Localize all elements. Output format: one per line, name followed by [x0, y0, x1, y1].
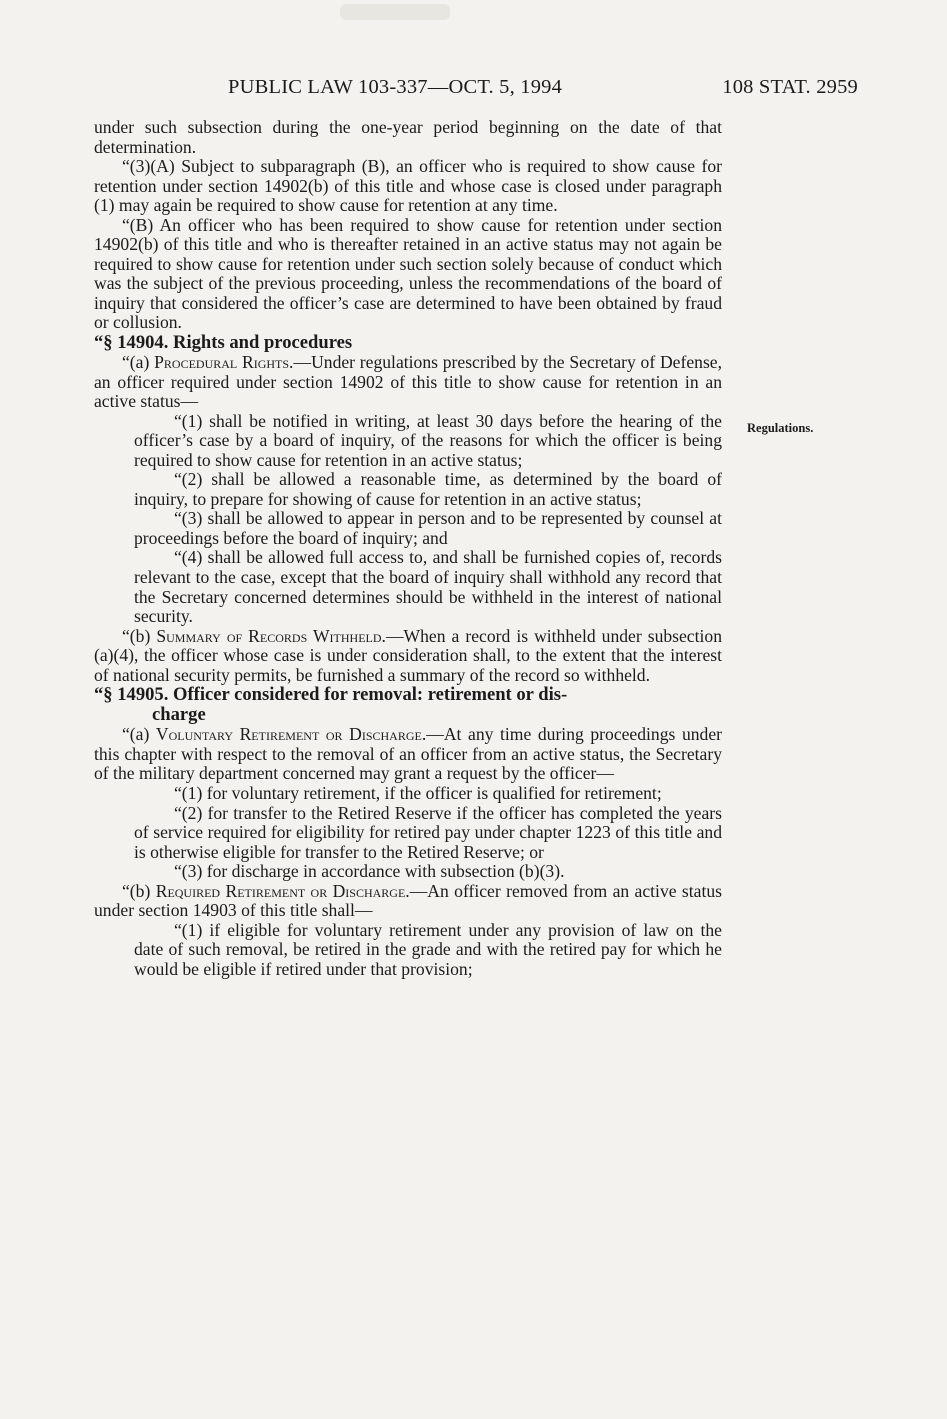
clause-a2: “(2) shall be allowed a reasonable time, as determined by the board of inquiry, to prepare for showing of cause for retention in an active status; — [134, 469, 722, 509]
subsection-caption: Summary of Records Withheld. — [156, 625, 386, 646]
section-14904-heading: “§ 14904. Rights and procedures — [94, 332, 353, 354]
subsection-b-summary-records — [94, 627, 722, 686]
subsection-caption: Procedural Rights. — [154, 352, 294, 373]
section-14905-heading: “§ 14905. Officer considered for removal: retirement or dis- — [94, 684, 568, 706]
subsection-a-procedural-rights — [94, 353, 722, 412]
clause-a1: “(1) shall be notified in writing, at least 30 days before the hearing of the officer’s case by a board of inquiry, of the reasons for which the officer is being required to show cause for retention in an active status; — [134, 410, 722, 470]
subsection-lead: “(b) — [122, 625, 157, 646]
public-law-citation: PUBLIC LAW 103-337—OCT. 5, 1994 — [228, 76, 563, 98]
subsection-lead: “(a) — [122, 724, 156, 745]
scan-smudge — [340, 4, 450, 20]
clause-c1: “(1) for voluntary retirement, if the officer is qualified for retirement; — [174, 782, 662, 803]
subsection-text: —An officer removed from an active status under section 14903 of this title shall— — [94, 880, 722, 921]
clause-a3: “(3) shall be allowed to appear in person and to be represented by counsel at proceedings before the board of inquiry; and — [134, 508, 722, 548]
clause-c3: “(3) for discharge in accordance with subsection (b)(3). — [174, 861, 565, 882]
subsection-text: —At any time during proceedings under this chapter with respect to the removal of an officer from an active status, the Secretary of the military department concerned may grant a request by the officer— — [94, 724, 723, 784]
subsection-text: —When a record is withheld under subsection (a)(4), the officer whose case is under consideration shall, to the extent that the interest of national security permits, be furnished a summary of the record so withheld. — [94, 625, 722, 685]
clause-a4: “(4) shall be allowed full access to, and shall be furnished copies of, records relevant to the case, except that the board of inquiry shall withhold any record that the Secretary concerned determines should be withheld in the interest of national security. — [134, 547, 722, 627]
statute-body — [94, 118, 722, 979]
paragraph-continuation: under such subsection during the one-year period beginning on the date of that determination. — [94, 117, 722, 157]
subsection-lead: “(a) — [122, 352, 155, 373]
subsection-a-voluntary-retirement — [94, 725, 722, 784]
paragraph-3b: “(B) An officer who has been required to show cause for retention under section 14902(b) of this title and who is thereafter retained in an active status may not again be required to show cause for retention under such section solely because of conduct which was the subject of the previous proceeding, unless the recommendations of the board of inquiry that considered the officer’s case are determined to have been obtained by fraud or collusion. — [94, 214, 722, 333]
section-14905-heading-cont: charge — [152, 704, 206, 726]
subsection-caption: Required Retirement or Discharge. — [155, 880, 410, 901]
clause-d1: “(1) if eligible for voluntary retirement under any provision of law on the date of such removal, be retired in the grade and with the retired pay for which he would be eligible if retired under that provision; — [134, 919, 722, 979]
paragraph-3a: “(3)(A) Subject to subparagraph (B), an officer who is required to show cause for retention under section 14902(b) of this title and whose case is closed under paragraph (1) may again be required to show cause for retention at any time. — [94, 156, 722, 216]
subsection-caption: Voluntary Retirement or Discharge. — [155, 724, 427, 745]
subsection-text: —Under regulations prescribed by the Secretary of Defense, an officer required under section 14902 of this title to show cause for retention in an active status— — [94, 352, 723, 412]
subsection-lead: “(b) — [122, 880, 156, 901]
subsection-b-required-retirement — [94, 882, 722, 921]
page-header — [228, 76, 858, 106]
clause-c2: “(2) for transfer to the Retired Reserve if the officer has completed the years of service required for eligibility for retired pay under chapter 1223 of this title and is otherwise eligible for transfer to the Retired Reserve; or — [134, 802, 722, 862]
statute-page-number: 108 STAT. 2959 — [722, 76, 858, 98]
margin-note-regulations: Regulations. — [747, 421, 814, 435]
